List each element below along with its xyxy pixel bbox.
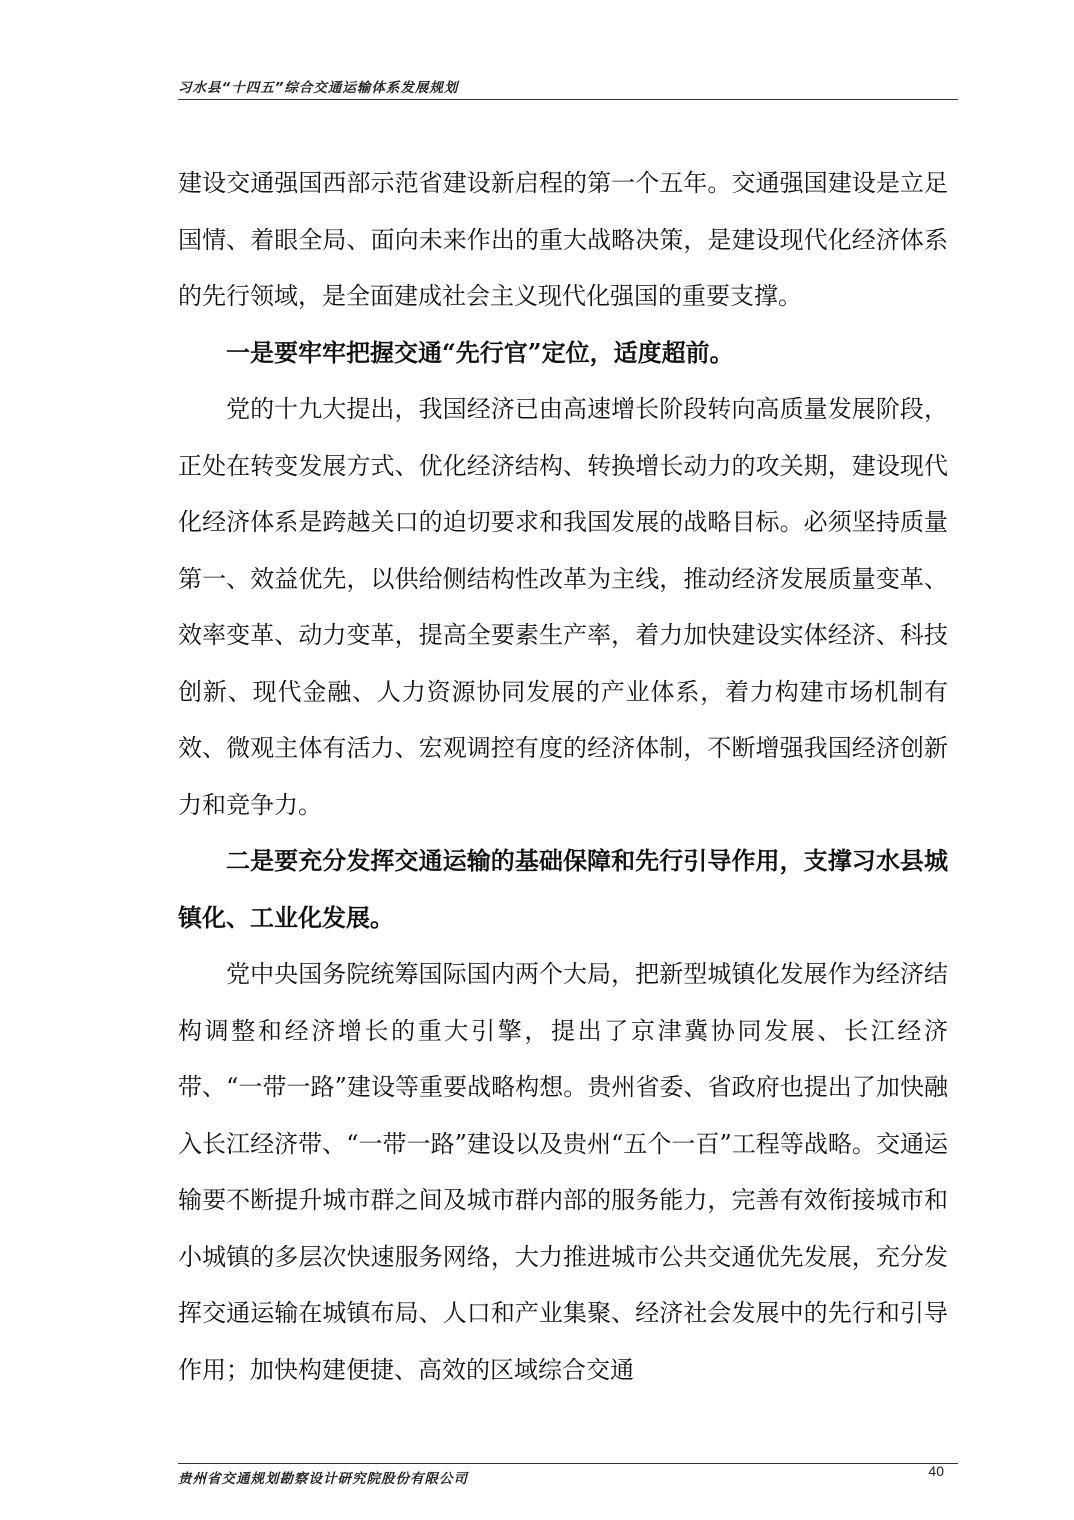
- footer-company-name: 贵州省交通规划勘察设计研究院股份有限公司: [178, 1471, 468, 1487]
- paragraph-central-committee: 党中央国务院统筹国际国内两个大局，把新型城镇化发展作为经济结构调整和经济增长的重大引擎，提出了京津冀协同发展、长江经济带、“一带一路”建设等重要战略构想。贵州省委、省政府也提出了加快融入长江经济带、“一带一路”建设以及贵州“五个一百”工程等战略。交通运输要不断提升城市群之间及城市群内部的服务能力，完善有效衔接城市和小城镇的多层次快速服务网络，大力推进城市公共交通优先发展，充分发挥交通运输在城镇布局、人口和产业集聚、经济社会发展中的先行和引导作用；加快构建便捷、高效的区域综合交通: [178, 960, 948, 1384]
- header-divider: [178, 99, 958, 100]
- paragraph-nineteenth-congress: 党的十九大提出，我国经济已由高速增长阶段转向高质量发展阶段，正处在转变发展方式、优化经济结构、转换增长动力的攻关期，建设现代化经济体系是跨越关口的迫切要求和我国发展的战略目标。必须坚持质量第一、效益优先，以供给侧结构性改革为主线，推动经济发展质量变革、效率变革、动力变革，提高全要素生产率，着力加快建设实体经济、科技创新、现代金融、人力资源协同发展的产业体系，着力构建市场机制有效、微观主体有活力、宏观调控有度的经济体制，不断增强我国经济创新力和竞争力。: [178, 395, 948, 819]
- heading-point-two: 二是要充分发挥交通运输的基础保障和先行引导作用，支撑习水县城镇化、工业化发展。: [178, 846, 948, 932]
- heading-point-one: 一是要牢牢把握交通“先行官”定位，适度超前。: [226, 337, 734, 367]
- running-header: 习水县“十四五”综合交通运输体系发展规划: [178, 80, 459, 96]
- page-number: 40: [928, 1463, 944, 1479]
- paragraph-continuation: 建设交通强国西部示范省建设新启程的第一个五年。交通强国建设是立足国情、着眼全局、面向未来作出的重大战略决策，是建设现代化经济体系的先行领域，是全面建成社会主义现代化强国的重要支撑。: [178, 169, 948, 310]
- document-body: [178, 155, 948, 1398]
- footer-divider: [178, 1463, 958, 1464]
